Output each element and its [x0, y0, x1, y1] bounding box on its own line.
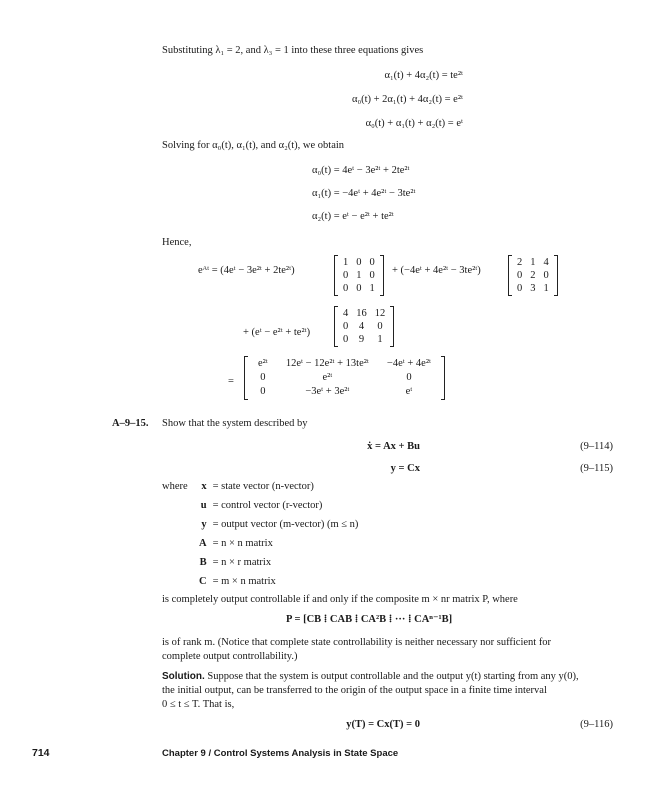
matrix-cell: 1: [369, 283, 375, 295]
matrix-cell: e²ᵗ: [322, 372, 333, 384]
definition-row: [196, 496, 361, 515]
substituting-text: Substituting λ₁ = 2, and λ₃ = 1 into these three equations gives: [162, 45, 424, 56]
controllable-text: is completely output controllable if and only if the composite m × nr matrix P, where: [162, 594, 518, 605]
definition-symbol: C: [199, 575, 207, 587]
matrix-cell: 0: [377, 321, 383, 333]
matrix-cell: eᵗ: [405, 386, 413, 398]
definition-row: [196, 572, 361, 591]
definition-text: = output vector (m-vector) (m ≤ n): [212, 518, 359, 530]
matrix-cell: 0: [343, 283, 349, 295]
matrix-cell: 0: [260, 386, 266, 398]
term2-coefficient: + (−4eᵗ + 4e²ᵗ − 3te²ᵗ): [392, 265, 481, 276]
solving-text: Solving for α₀(t), α₁(t), and α₂(t), we obtain: [162, 140, 345, 151]
equation-3: α₀(t) + α₁(t) + α₂(t) = eᵗ: [365, 118, 463, 129]
matrix-cell: 0: [343, 321, 349, 333]
equation-1: α₁(t) + 4α₂(t) = te²ᵗ: [384, 70, 463, 81]
matrix-cell: 9: [358, 334, 365, 346]
matrix-cell: 0: [369, 257, 375, 268]
state-equation-number: (9–114): [580, 441, 613, 452]
matrix-cell: 1: [530, 257, 536, 268]
definition-text: = control vector (r-vector): [212, 499, 323, 511]
rank-text-1: is of rank m. (Notice that complete state controllability is neither necessary nor sufficient for: [162, 637, 552, 648]
matrix-cell: 4: [343, 308, 349, 319]
page-number: 714: [32, 747, 50, 759]
definition-symbol: x: [201, 480, 207, 492]
matrix-cell: 2: [517, 257, 523, 268]
solution-text-1: Suppose that the system is output controllable and the output y(t) starting from any y(0),: [207, 671, 579, 682]
definition-row: [196, 553, 361, 572]
identity-matrix: [334, 256, 384, 295]
matrix-cell: 12: [374, 308, 386, 319]
matrix-cell: 0: [356, 257, 362, 268]
solution-text-3: 0 ≤ t ≤ T. That is,: [162, 699, 235, 710]
matrix-cell: 0: [343, 270, 349, 282]
chapter-footer: Chapter 9 / Control Systems Analysis in State Space: [162, 748, 399, 759]
equation-2: α₀(t) + 2α₁(t) + 4α₂(t) = e²ᵗ: [351, 94, 463, 105]
solution-alpha1: α₁(t) = −4eᵗ + 4e²ᵗ − 3te²ᵗ: [312, 188, 416, 199]
definitions-list: [196, 477, 361, 591]
problem-statement: Show that the system described by: [162, 418, 308, 429]
definition-text: = n × n matrix: [212, 537, 273, 549]
matrix-cell: 3: [530, 283, 536, 295]
definition-symbol: B: [199, 556, 207, 568]
definition-symbol: A: [199, 537, 207, 549]
matrix-cell: 2: [530, 270, 536, 282]
matrix-cell: 1: [543, 283, 549, 295]
definition-text: = n × r matrix: [212, 556, 272, 568]
matrix-a: [508, 256, 558, 295]
matrix-cell: e²ᵗ: [258, 358, 268, 370]
definition-text: = m × n matrix: [212, 575, 276, 587]
matrix-cell: 4: [358, 321, 365, 333]
expansion-lhs: eᴬᵗ = (4eᵗ − 3e²ᵗ + 2te²ᵗ): [198, 265, 295, 276]
matrix-cell: 0: [517, 270, 523, 282]
definition-symbol: u: [200, 499, 207, 511]
matrix-cell: 0: [356, 283, 362, 295]
p-matrix-equation: P = [CB ⁞ CAB ⁞ CA²B ⁞ ··· ⁞ CAⁿ⁻¹B]: [286, 614, 453, 625]
matrix-cell: 4: [543, 257, 549, 268]
output-equation: y = Cx: [390, 463, 420, 474]
equals-sign: =: [228, 376, 234, 387]
matrix-cell: 1: [356, 270, 362, 282]
definition-row: [196, 515, 361, 534]
term3-coefficient: + (eᵗ − e²ᵗ + te²ᵗ): [243, 327, 311, 338]
matrix-cell: 0: [260, 372, 266, 384]
output-equation-number: (9–115): [580, 463, 613, 474]
matrix-cell: 0: [517, 283, 523, 295]
definition-symbol: y: [201, 518, 207, 530]
solution-line-1: [162, 670, 579, 684]
definition-row: [196, 477, 361, 496]
where-text: where: [162, 481, 188, 492]
matrix-cell: −3eᵗ + 3e²ᵗ: [305, 386, 350, 398]
matrix-cell: 12eᵗ − 12e²ᵗ + 13te²ᵗ: [285, 358, 369, 370]
matrix-cell: 0: [369, 270, 375, 282]
solution-text-2: the initial output, can be transferred to the origin of the output space in a finite time interval: [162, 685, 547, 696]
hence-text: Hence,: [162, 237, 192, 248]
matrix-cell: −4eᵗ + 4e²ᵗ: [386, 358, 431, 370]
rank-text-2: complete output controllability.): [162, 651, 298, 662]
matrix-cell: 16: [356, 308, 367, 319]
matrix-cell: 0: [543, 270, 549, 282]
solution-equation: y(T) = Cx(T) = 0: [346, 719, 420, 730]
definition-row: [196, 534, 361, 553]
solution-equation-number: (9–116): [580, 719, 613, 730]
matrix-cell: 1: [377, 334, 383, 346]
problem-label: A–9–15.: [112, 418, 149, 429]
solution-alpha2: α₂(t) = eᵗ − e²ᵗ + te²ᵗ: [312, 211, 394, 222]
state-equation: ẋ = Ax + Bu: [367, 441, 420, 452]
matrix-cell: 1: [343, 257, 349, 268]
matrix-a-squared: [334, 307, 394, 346]
matrix-cell: 0: [406, 372, 412, 384]
solution-alpha0: α₀(t) = 4eᵗ − 3e²ᵗ + 2te²ᵗ: [312, 165, 410, 176]
solution-label: Solution.: [162, 671, 205, 682]
result-matrix: [244, 357, 445, 399]
matrix-cell: 0: [343, 334, 349, 346]
definition-text: = state vector (n-vector): [212, 480, 314, 492]
